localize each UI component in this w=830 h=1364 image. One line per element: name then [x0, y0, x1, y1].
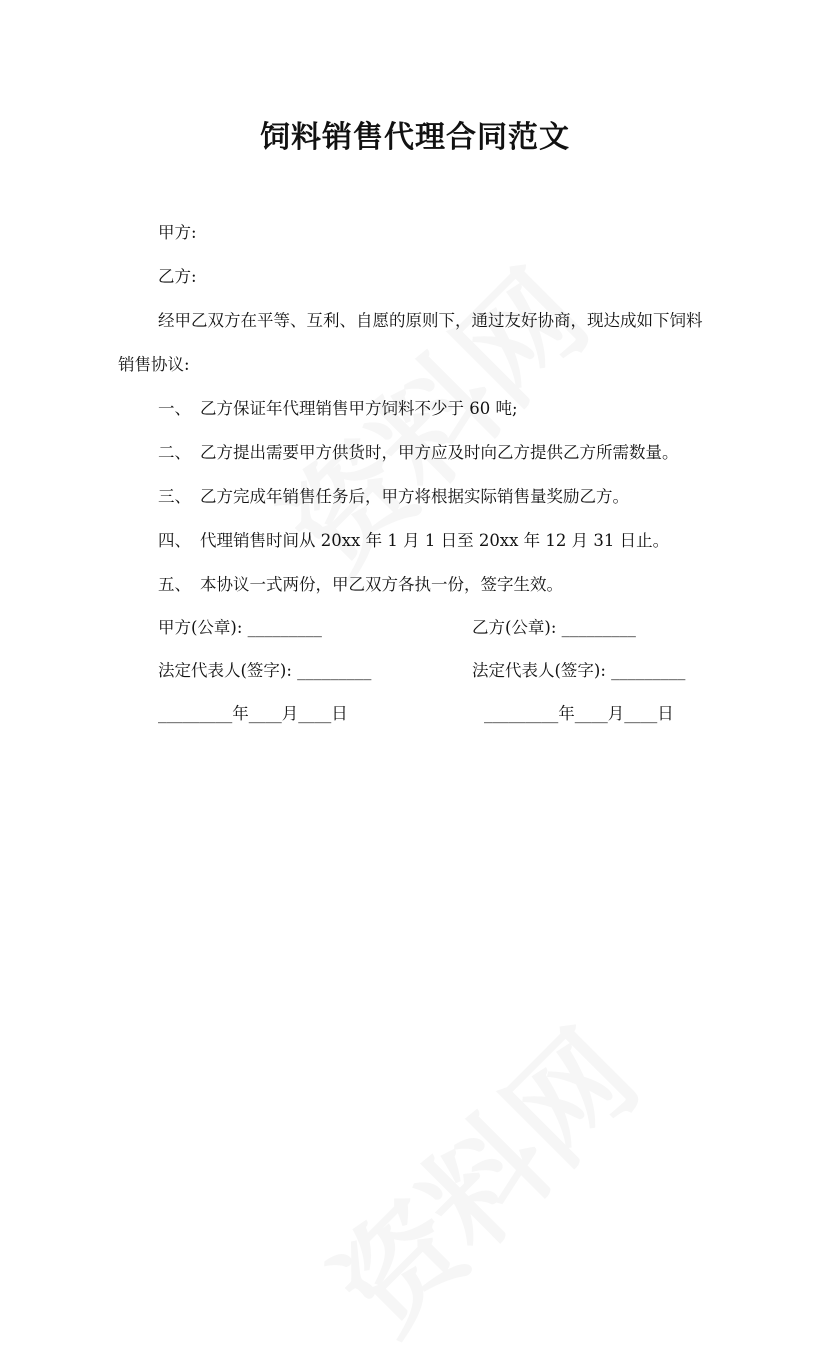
- clause-text: 乙方提出需要甲方供货时，甲方应及时向乙方提供乙方所需数量。: [200, 443, 679, 462]
- intro-paragraph-line-2: 销售协议:: [118, 355, 190, 374]
- party-b-representative-line: 法定代表人(签字): _________: [472, 661, 686, 680]
- clause-2: [158, 441, 679, 465]
- clause-4: [158, 529, 669, 553]
- clause-text: 代理销售时间从 20xx 年 1 月 1 日至 20xx 年 12 月 31 日止。: [200, 531, 670, 550]
- party-b-date-line: _________年____月____日: [484, 704, 674, 723]
- clause-number: 三、: [158, 487, 191, 506]
- party-a-label: 甲方:: [158, 223, 197, 242]
- clause-text: 本协议一式两份，甲乙双方各执一份，签字生效。: [200, 575, 563, 594]
- clause-number: 五、: [158, 575, 191, 594]
- party-a-representative-line: 法定代表人(签字): _________: [158, 661, 372, 680]
- clause-number: 四、: [158, 531, 191, 550]
- party-b-seal-line: 乙方(公章): _________: [472, 618, 636, 637]
- document-title: 饲料销售代理合同范文: [260, 120, 570, 155]
- party-b-label: 乙方:: [158, 267, 197, 286]
- clause-number: 二、: [158, 443, 191, 462]
- party-a-date-line: _________年____月____日: [158, 704, 348, 723]
- clause-number: 一、: [158, 399, 191, 418]
- clause-3: [158, 485, 629, 509]
- intro-paragraph-line-1: 经甲乙双方在平等、互利、自愿的原则下，通过友好协商，现达成如下饲料: [158, 311, 703, 330]
- clause-1: [158, 397, 518, 421]
- clause-text: 乙方保证年代理销售甲方饲料不少于 60 吨;: [200, 399, 518, 418]
- watermark-bottom: [292, 988, 668, 1364]
- party-a-seal-line: 甲方(公章): _________: [158, 618, 322, 637]
- clause-text: 乙方完成年销售任务后，甲方将根据实际销售量奖励乙方。: [200, 487, 629, 506]
- clause-5: [158, 573, 563, 597]
